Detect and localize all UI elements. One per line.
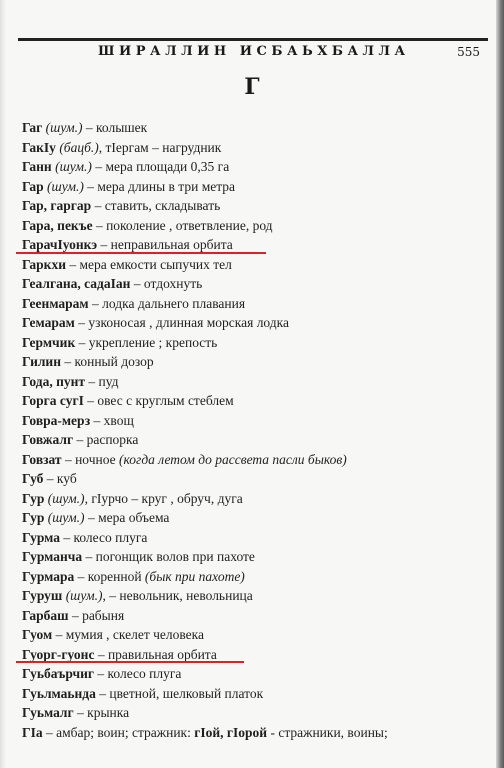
entry-headword: Гур <box>22 510 45 525</box>
glossary-entry <box>22 703 492 723</box>
entry-definition: – куб <box>43 471 77 486</box>
entry-headword: Гуруш <box>22 588 63 603</box>
entry-definition: – цветной, шелковый платок <box>95 685 264 701</box>
page-number: 555 <box>457 45 480 59</box>
glossary-entry <box>22 333 492 353</box>
entry-source-note: (шум.) <box>62 588 103 603</box>
entry-definition: – крынка <box>73 705 130 720</box>
entry-headword: Горга сугI <box>22 393 84 408</box>
entry-headword: ГарачIуонкэ <box>22 237 98 252</box>
entry-definition: – поколение , ответвление, род <box>92 217 273 233</box>
glossary-entry <box>22 606 492 626</box>
entry-definition: – ночное <box>61 451 119 467</box>
entry-definition: – овес с круглым стеблем <box>83 393 234 408</box>
entry-headword: ГакIу <box>22 139 56 155</box>
entry-headword: Гур <box>22 490 45 506</box>
entry-definition: – колышек <box>82 120 148 135</box>
book-spine-edge <box>496 0 504 768</box>
entry-definition: – мера емкости сыпучих тел <box>65 256 232 272</box>
glossary-entry <box>22 177 492 197</box>
entry-headword: Говра-мерз <box>22 412 91 428</box>
entry-definition: – узконосая , длинная морская лодка <box>74 315 290 330</box>
entry-definition: – мумия , скелет человека <box>52 627 205 642</box>
glossary-entry <box>22 586 492 606</box>
glossary-entry <box>22 216 492 236</box>
glossary-entry <box>22 196 492 216</box>
glossary-entry-highlighted <box>22 235 492 255</box>
glossary-entry <box>22 255 492 275</box>
entry-definition: , – невольник, невольница <box>102 588 253 603</box>
entry-source-note: (бацб.) <box>55 139 99 155</box>
entry-definition: – пуд <box>85 373 119 389</box>
glossary-entry <box>22 138 492 158</box>
glossary-entry <box>22 450 492 470</box>
glossary-entry <box>22 118 492 138</box>
entry-definition: – мера объема <box>84 510 170 525</box>
entry-definition: – конный дозор <box>60 354 154 369</box>
entry-source-note: (шум.) <box>51 159 92 174</box>
entry-source-note: (шум.) <box>43 178 84 194</box>
entry-definition: – мера площади 0,35 га <box>91 159 230 174</box>
entry-definition: – колесо плуга <box>94 666 182 681</box>
entry-definition-note: (бык при пахоте) <box>144 568 245 584</box>
entry-definition: – лодка дальнего плавания <box>88 295 246 311</box>
entry-headword: Гуорг-гуонс <box>22 646 95 662</box>
entry-definition: – отдохнуть <box>130 276 203 291</box>
entry-definition: – колесо плуга <box>59 529 148 545</box>
entry-headword: Года, пунт <box>22 373 86 389</box>
entry-headword: Гурманча <box>22 549 83 564</box>
glossary-entry <box>22 352 492 372</box>
glossary-list <box>22 118 492 742</box>
entry-definition: – мера длины в три метра <box>83 178 236 194</box>
entry-headword: Говжалг <box>22 432 74 447</box>
entry-headword: Гуьлмаьнда <box>22 685 96 701</box>
entry-headword: Гарбаш <box>22 607 69 623</box>
entry-definition-note: (когда летом до рассвета пасли быков) <box>119 451 347 467</box>
entry-definition: – погонщик волов при пахоте <box>82 549 255 564</box>
glossary-entry <box>22 684 492 704</box>
entry-definition: – хвощ <box>90 412 134 428</box>
entry-definition: – правильная орбита <box>94 646 217 662</box>
entry-headword: Гара, пекъе <box>22 217 93 233</box>
header-title: ШИРАЛЛИН ИСБАЬХБАЛЛА <box>98 44 410 59</box>
glossary-entry <box>22 294 492 314</box>
entry-headword: Ганн <box>22 159 52 174</box>
entry-headword: Говзат <box>22 451 62 467</box>
entry-headword: Губ <box>22 471 44 486</box>
running-header <box>18 38 488 64</box>
entry-definition: – неправильная орбита <box>97 237 233 252</box>
glossary-entry <box>22 411 492 431</box>
glossary-entry <box>22 723 492 743</box>
entry-headword: Гуом <box>22 627 53 642</box>
entry-headword: Гурма <box>22 529 60 545</box>
glossary-entry <box>22 664 492 684</box>
entry-headword: Геалгана, садаIан <box>22 276 131 291</box>
entry-definition: – укрепление ; крепость <box>75 334 218 350</box>
entry-source-note: (шум.) <box>44 510 85 525</box>
glossary-entry <box>22 625 492 645</box>
glossary-entry <box>22 528 492 548</box>
entry-plural-forms: гIой, гIорой <box>194 724 268 740</box>
glossary-entry <box>22 508 492 528</box>
entry-definition-extra: - стражники, воины; <box>267 724 388 740</box>
glossary-entry <box>22 469 492 489</box>
entry-headword: Гуьмалг <box>22 705 74 720</box>
section-letter: Г <box>244 74 260 100</box>
entry-source-note: (шум.) <box>42 120 83 135</box>
entry-definition: , гIурчо – круг , обруч, дуга <box>84 490 243 506</box>
glossary-entry-highlighted <box>22 645 492 665</box>
glossary-entry <box>22 567 492 587</box>
entry-headword: Геенмарам <box>22 295 89 311</box>
glossary-entry <box>22 372 492 392</box>
page-edge-shadow <box>0 0 6 768</box>
entry-definition: – ставить, складывать <box>91 198 221 213</box>
glossary-entry <box>22 430 492 450</box>
glossary-entry <box>22 489 492 509</box>
glossary-entry <box>22 391 492 411</box>
glossary-entry <box>22 313 492 333</box>
entry-headword: Гаркхи <box>22 256 66 272</box>
entry-headword: Гар, гаргар <box>22 198 92 213</box>
entry-headword: Гурмара <box>22 568 75 584</box>
entry-headword: Гуьбаърчиг <box>22 666 95 681</box>
entry-source-note: (шум.) <box>44 490 85 506</box>
entry-headword: Гилин <box>22 354 61 369</box>
glossary-entry <box>22 274 492 294</box>
entry-definition: – рабыня <box>68 607 125 623</box>
entry-headword: ГIа <box>22 724 43 740</box>
entry-definition: – коренной <box>74 568 145 584</box>
entry-definition: – распорка <box>73 432 139 447</box>
entry-headword: Гермчик <box>22 334 76 350</box>
glossary-entry <box>22 547 492 567</box>
entry-headword: Гемарам <box>22 315 75 330</box>
entry-definition: , тIергам – нагрудник <box>98 139 222 155</box>
entry-headword: Гар <box>22 178 44 194</box>
entry-headword: Гаг <box>22 120 43 135</box>
glossary-entry <box>22 157 492 177</box>
entry-definition: – амбар; воин; стражник: <box>42 724 195 740</box>
